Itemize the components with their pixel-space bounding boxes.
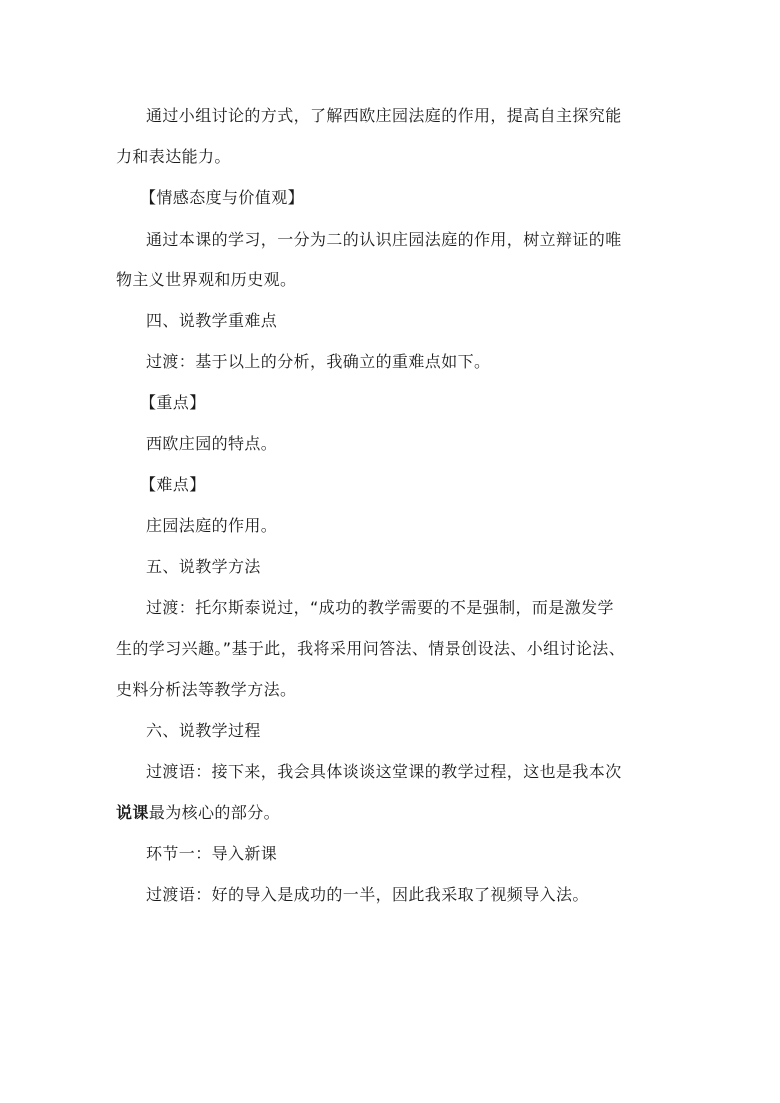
paragraph-line: 史料分析法等教学方法。 [116, 680, 297, 699]
bold-keyword: 说课 [116, 803, 149, 822]
paragraph-line: 生的学习兴趣。”基于此，我将采用问答法、情景创设法、小组讨论法、 [116, 639, 626, 658]
section-heading: 【重点】 [140, 393, 206, 412]
paragraph-line: 力和表达能力。 [116, 147, 231, 166]
paragraph-line: 过渡语：接下来，我会具体谈谈这堂课的教学过程，这也是我本次 [146, 762, 622, 781]
paragraph-line: 通过本课的学习，一分为二的认识庄园法庭的作用，树立辩证的唯 [146, 230, 622, 249]
paragraph-line: 过渡：托尔斯泰说过，“成功的教学需要的不是强制，而是激发学 [146, 598, 614, 617]
section-heading: 四、说教学重难点 [146, 311, 278, 330]
paragraph-line: 通过小组讨论的方式，了解西欧庄园法庭的作用，提高自主探究能 [146, 106, 622, 125]
section-heading: 【难点】 [140, 475, 206, 494]
section-heading: 【情感态度与价值观】 [140, 188, 305, 207]
section-heading: 环节一：导入新课 [146, 844, 278, 863]
paragraph-line: 庄园法庭的作用。 [146, 516, 278, 535]
paragraph-line [116, 801, 780, 825]
paragraph-line: 过渡：基于以上的分析，我确立的重难点如下。 [146, 352, 491, 371]
section-heading: 六、说教学过程 [146, 721, 261, 740]
section-heading: 五、说教学方法 [146, 557, 261, 576]
paragraph-line: 西欧庄园的特点。 [146, 434, 278, 453]
paragraph-line: 物主义世界观和历史观。 [116, 270, 297, 289]
paragraph-text: 最为核心的部分。 [148, 803, 281, 822]
paragraph-line: 过渡语：好的导入是成功的一半，因此我采取了视频导入法。 [146, 885, 589, 904]
